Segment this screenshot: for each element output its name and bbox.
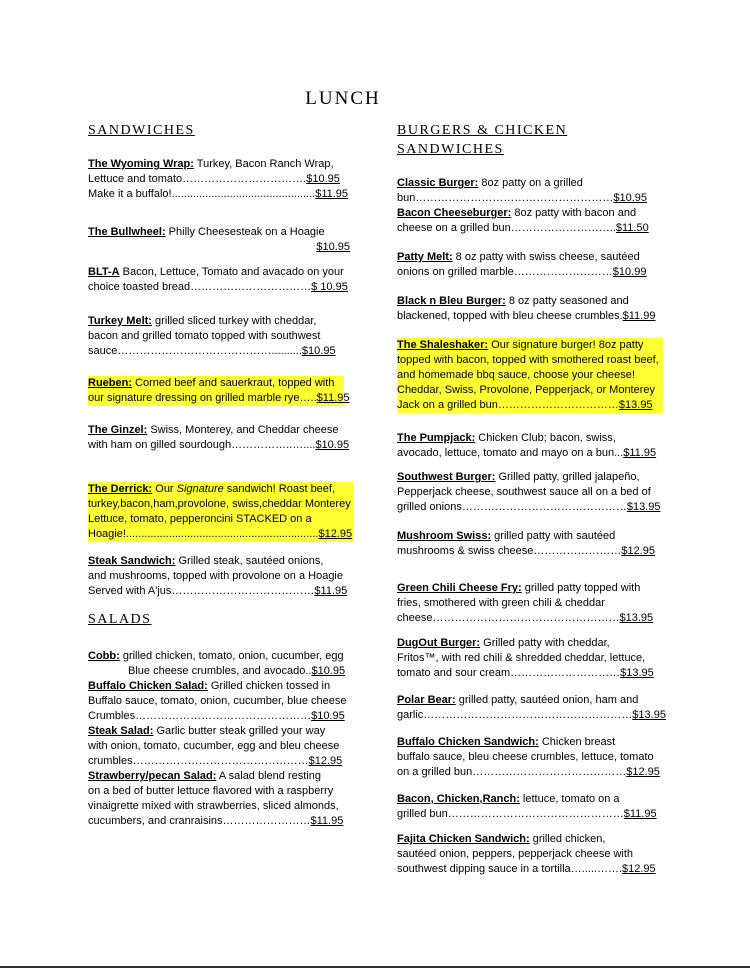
menu-item [397, 431, 663, 461]
item-price: $10.95 [311, 665, 346, 677]
item-name: Strawberry/pecan Salad: [88, 770, 217, 782]
item-desc: Chicken Club; bacon, swiss, [475, 432, 616, 444]
item-name: Fajita Chicken Sandwich: [397, 833, 530, 845]
item-price: $10.95 [311, 710, 345, 722]
item-price: $11.95 [623, 808, 657, 820]
item-price: $10.99 [612, 266, 647, 278]
item-price: $11.95 [314, 585, 348, 597]
item-line [88, 679, 354, 694]
item-line [88, 799, 354, 814]
item-line [397, 431, 663, 446]
item-desc: Garlic butter steak grilled your way [153, 725, 326, 737]
item-name: Buffalo Chicken Salad: [88, 680, 208, 692]
item-line [88, 739, 354, 754]
item-line [88, 664, 354, 679]
item-name: Green Chili Cheese Fry: [397, 582, 522, 594]
item-line [397, 636, 663, 651]
item-line [397, 191, 663, 206]
item-desc: A salad blend resting [216, 770, 321, 782]
item-desc: vinaigrette mixed with strawberries, sliced almonds, [88, 800, 339, 812]
heading-line: SANDWICHES [397, 142, 504, 157]
item-name: Polar Bear: [397, 694, 456, 706]
item-desc: Jack on a grilled bun…………………………… [397, 399, 619, 411]
item-desc: cheese on a grilled bun……………………….. [397, 222, 616, 234]
item-desc: Chicken breast [538, 736, 616, 748]
menu-item [397, 206, 663, 236]
item-desc: Grilled steak, sautéed onions, [175, 555, 324, 567]
menu-item [397, 470, 663, 515]
item-name: Black n Bleu Burger: [397, 295, 506, 307]
menu-item [397, 581, 663, 626]
item-line [88, 649, 354, 664]
item-line [397, 265, 663, 280]
item-line [397, 792, 663, 807]
item-price: $13.95 [619, 612, 654, 624]
item-desc: 8 oz patty with swiss cheese, sautéed [452, 251, 640, 263]
item-price: $12.95 [621, 545, 655, 557]
item-line [88, 724, 354, 739]
item-line [397, 807, 663, 822]
item-desc: Fritos™, with red chili & shredded cheddar, lettuce, [397, 652, 646, 664]
item-line [397, 500, 663, 515]
item-desc: Blue cheese crumbles, and avocado.. [128, 665, 312, 677]
item-desc: grilled chicken, tomato, onion, cucumber, egg [119, 650, 344, 662]
item-desc: and homemade bbq sauce, choose your cheese! [397, 369, 635, 381]
item-desc: buffalo sauce, bleu cheese crumbles, lettuce, tomato [397, 751, 654, 763]
item-name: Turkey Melt: [88, 315, 152, 327]
item-desc: mushrooms & swiss cheese…………………… [397, 545, 622, 557]
item-desc: Our [152, 483, 177, 495]
item-line [397, 832, 663, 847]
item-desc: our signature dressing on grilled marble rye….. [88, 392, 317, 404]
section-heading-salads: SALADS [88, 612, 152, 627]
item-line [88, 769, 354, 784]
menu-item [397, 832, 663, 877]
item-desc: Cheddar, Swiss, Provolone, Pepperjack, or Monterey [397, 384, 656, 396]
item-line [397, 470, 663, 485]
item-price: $11.95 [623, 447, 657, 459]
item-line [397, 611, 663, 626]
item-price: $10.95 [613, 192, 648, 204]
item-name: The Shaleshaker: [397, 339, 489, 351]
item-desc: Swiss, Monterey, and Cheddar cheese [147, 424, 339, 436]
item-name: The Bullwheel: [88, 226, 166, 238]
item-line [88, 754, 354, 769]
item-desc: Turkey, Bacon Ranch Wrap, [193, 158, 334, 170]
item-desc: grilled patty topped with [521, 582, 641, 594]
item-desc: southwest dipping sauce in a tortilla….....……. [397, 863, 622, 875]
item-desc: grilled patty with sautéed [491, 530, 616, 542]
item-line [397, 750, 663, 765]
heading-line: BURGERS & CHICKEN [397, 123, 568, 138]
item-desc: Grilled patty with cheddar, [480, 637, 610, 649]
item-desc: topped with bacon, topped with smothered roast beef, [397, 354, 659, 366]
item-line [397, 353, 663, 368]
item-desc: Crumbles………………………………………… [88, 710, 312, 722]
menu-item [88, 649, 354, 679]
item-line [397, 221, 663, 236]
item-desc: grilled patty, sautéed onion, ham and [455, 694, 639, 706]
item-name: The Derrick: [88, 483, 153, 495]
menu-item-turkey-melt [88, 314, 354, 359]
item-desc: Make it a buffalo!............................................... [88, 188, 316, 200]
menu-item-bullwheel [88, 225, 354, 255]
item-desc: grilled bun………………………………………… [397, 808, 624, 820]
item-line [397, 651, 663, 666]
item-desc: Our signature burger! 8oz patty [488, 339, 644, 351]
section-heading-burgers [397, 121, 567, 159]
item-desc: 8oz patty with bacon and [511, 207, 637, 219]
item-name: Mushroom Swiss: [397, 530, 492, 542]
item-price: $11.95 [316, 392, 350, 404]
item-price: $10.95 [316, 241, 350, 253]
item-desc: sautéed onion, peppers, pepperjack cheese with [397, 848, 634, 860]
item-desc: grilled chicken, [529, 833, 606, 845]
item-price: $13.95 [618, 399, 653, 411]
item-desc: tomato and sour cream………………………… [397, 667, 621, 679]
item-desc: grilled sliced turkey with cheddar, [151, 315, 317, 327]
item-desc: Served with A'jus………………………………… [88, 585, 315, 597]
item-name: Rueben: [88, 377, 132, 389]
item-line [397, 862, 663, 877]
item-line [397, 529, 663, 544]
item-line [397, 383, 663, 398]
item-name: Cobb: [88, 650, 120, 662]
page-title: LUNCH [305, 88, 381, 109]
item-line [88, 694, 354, 709]
item-line [397, 294, 663, 309]
item-name: Classic Burger: [397, 177, 479, 189]
item-desc: Buffalo sauce, tomato, onion, cucumber, blue cheese [88, 695, 347, 707]
item-line [397, 250, 663, 265]
item-desc: fries, smothered with green chili & cheddar [397, 597, 605, 609]
item-line [397, 176, 663, 191]
burgers-list [397, 176, 666, 877]
item-name: The Pumpjack: [397, 432, 476, 444]
item-name: Bacon, Chicken,Ranch: [397, 793, 520, 805]
item-desc: on a bed of butter lettuce flavored with a raspberry [88, 785, 334, 797]
item-line [397, 847, 663, 862]
item-name: Steak Sandwich: [88, 555, 176, 567]
item-desc: bacon and grilled tomato topped with southwest [88, 330, 321, 342]
item-price: $12.95 [622, 863, 656, 875]
item-desc: Lettuce, tomato, pepperoncini STACKED on a [88, 512, 354, 527]
item-price: $11.95 [315, 188, 349, 200]
item-desc: garlic………………………………………………… [397, 709, 633, 721]
item-price: $11.50 [615, 222, 649, 234]
menu-item [397, 176, 663, 206]
item-desc: lettuce, tomato on a [519, 793, 620, 805]
item-desc: crumbles………………………………………… [88, 755, 309, 767]
item-line [88, 814, 354, 829]
item-line [397, 666, 663, 681]
menu-item-blt-a [88, 265, 354, 295]
item-desc: avocado, lettuce, tomato and mayo on a bun... [397, 447, 624, 459]
menu-item [397, 250, 663, 280]
menu-item-ginzel [88, 423, 354, 453]
item-price: $13.95 [626, 501, 661, 513]
item-name: Southwest Burger: [397, 471, 496, 483]
menu-item [88, 724, 354, 769]
item-desc: 8 oz patty seasoned and [505, 295, 629, 307]
item-price: $10.95 [301, 345, 336, 357]
item-line [397, 206, 663, 221]
salads-list [88, 649, 354, 829]
item-desc: with ham on gilled sourdough……………..….... [88, 439, 316, 451]
item-price: $13.95 [632, 709, 666, 721]
item-desc: bun……………………………………………… [397, 192, 614, 204]
item-name: Patty Melt: [397, 251, 453, 263]
item-desc: grilled onions……………………………………… [397, 501, 627, 513]
item-line [397, 581, 663, 596]
item-desc: Bacon, Lettuce, Tomato and avacado on your [119, 266, 344, 278]
item-name: Bacon Cheeseburger: [397, 207, 512, 219]
item-name: BLT-A [88, 266, 120, 278]
item-desc: Lettuce and tomato……………………………. [88, 173, 307, 185]
item-desc: Philly Cheesesteak on a Hoagie [165, 226, 325, 238]
menu-item [397, 294, 663, 324]
menu-item [397, 693, 666, 723]
item-price: $12.95 [626, 766, 660, 778]
menu-item [397, 338, 663, 413]
item-line [397, 398, 663, 413]
menu-item [397, 792, 663, 822]
menu-item-rueben [88, 376, 354, 406]
item-line [397, 338, 663, 353]
menu-item-wyoming-wrap [88, 157, 354, 202]
item-line [397, 708, 666, 723]
item-line [397, 446, 663, 461]
item-price: $10.95 [306, 173, 340, 185]
item-desc: choice toasted bread…………………………… [88, 281, 312, 293]
item-name: The Wyoming Wrap: [88, 158, 194, 170]
item-line [397, 544, 663, 559]
menu-item [397, 636, 663, 681]
item-price: $11.99 [622, 310, 656, 322]
item-desc: cucumbers, and cranraisins…………………… [88, 815, 311, 827]
item-price: $12.95 [318, 528, 353, 540]
item-desc: cheese…………………………………………… [397, 612, 620, 624]
item-desc: and mushrooms, topped with provolone on a Hoagie [88, 570, 343, 582]
item-desc: Hoagie!............................................................... [88, 528, 319, 540]
item-line [397, 735, 663, 750]
item-price: $13.95 [620, 667, 654, 679]
menu-item [397, 529, 663, 559]
menu-item-steak-sandwich [88, 554, 354, 599]
item-desc: Corned beef and sauerkraut, topped with [132, 377, 335, 389]
item-desc: Signature [176, 483, 224, 495]
item-price: $11.95 [310, 815, 344, 827]
item-line [397, 765, 663, 780]
item-desc: sandwich! Roast beef, [223, 483, 336, 495]
item-line [397, 368, 663, 383]
item-price: $12.95 [308, 755, 343, 767]
menu-item [397, 735, 663, 780]
item-line [88, 784, 354, 799]
item-price: $ 10.95 [311, 281, 348, 293]
item-line [397, 309, 663, 324]
menu-item [88, 769, 354, 829]
item-price: $10.95 [315, 439, 350, 451]
item-desc: Pepperjack cheese, southwest sauce all on a bed of [397, 486, 651, 498]
menu-item [88, 679, 354, 724]
page-divider [0, 966, 750, 968]
item-name: Buffalo Chicken Sandwich: [397, 736, 539, 748]
item-desc: sauce…………………………………….......... [88, 345, 302, 357]
item-name: DugOut Burger: [397, 637, 481, 649]
item-desc: Grilled patty, grilled jalapeño, [495, 471, 640, 483]
item-line [397, 485, 663, 500]
item-desc: turkey,bacon,ham,provolone, swiss,cheddar Monterey [88, 497, 354, 512]
item-name: Steak Salad: [88, 725, 154, 737]
section-heading-sandwiches: SANDWICHES [88, 123, 195, 138]
menu-item-derrick [88, 482, 354, 542]
item-desc: with onion, tomato, cucumber, egg and bleu cheese [88, 740, 340, 752]
item-desc: onions on grilled marble……………………… [397, 266, 613, 278]
item-line [88, 709, 354, 724]
item-line [397, 693, 663, 708]
item-desc: on a grilled bun…………………………………… [397, 766, 627, 778]
item-line [397, 596, 663, 611]
item-name: The Ginzel: [88, 424, 148, 436]
item-desc: 8oz patty on a grilled [478, 177, 583, 189]
item-desc: Grilled chicken tossed in [207, 680, 331, 692]
item-desc: blackened, topped with bleu cheese crumbles. [397, 310, 623, 322]
